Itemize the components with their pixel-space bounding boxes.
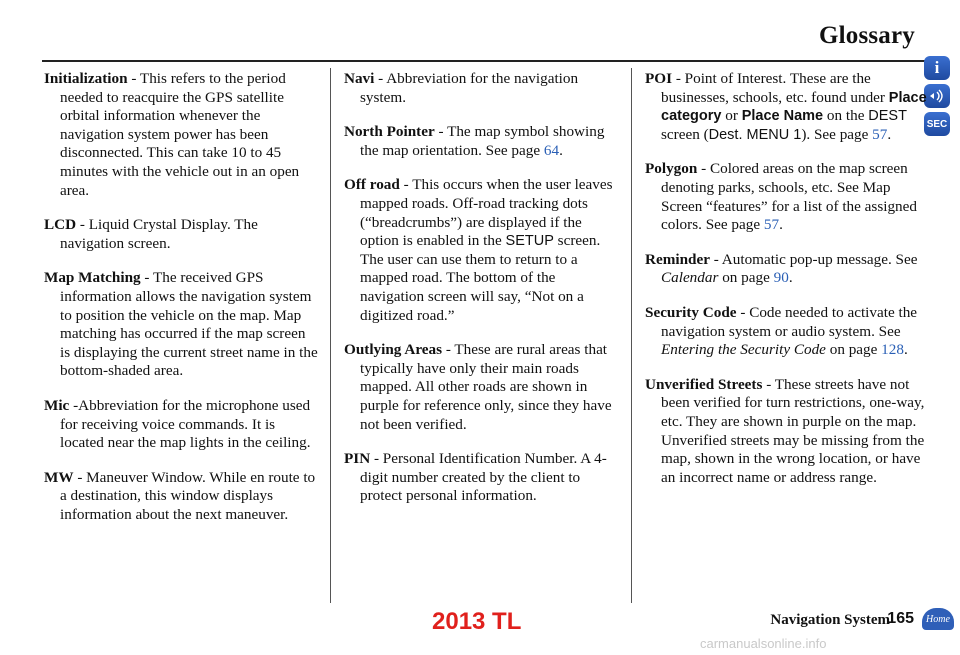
glossary-entry: POI - Point of Interest. These are the businesses, schools, etc. found under Place category or Place Name on the DEST screen (Dest. MENU 1). See page 57. [645, 70, 927, 143]
glossary-entry: Map Matching - The received GPS information allows the navigation system to position the vehicle on the map. Map matching has occurred if the map screen is displaying the current street name in the bottom-shaded area. [44, 269, 318, 380]
glossary-entry: PIN - Personal Identification Number. A 4-digit number created by the client to protect personal information. [344, 450, 607, 505]
page-link[interactable]: 128 [881, 341, 904, 359]
page-link[interactable]: 90 [773, 269, 789, 287]
column-divider [631, 68, 632, 603]
glossary-entry: MW - Maneuver Window. While en route to a destination, this window displays information about the next maneuver. [44, 468, 316, 523]
header-rule [42, 60, 926, 62]
watermark-model: 2013 TL [432, 608, 522, 635]
glossary-entry: North Pointer - The map symbol showing the map orientation. See page 64. [344, 123, 605, 159]
column-3 [645, 70, 930, 503]
page-number: 165 [887, 610, 914, 627]
glossary-entry: Reminder - Automatic pop-up message. See Calendar on page 90. [645, 250, 918, 287]
glossary-entry: LCD - Liquid Crystal Display. The navigation screen. [44, 216, 258, 252]
page-link[interactable]: 57 [872, 125, 888, 143]
glossary-entry: Initialization - This refers to the period needed to reacquire the GPS satellite orbital information whenever the navigation system power has been disconnected. This can take 10 to 45 minutes with the vehicle out in an open area. [44, 70, 300, 199]
glossary-entry: Security Code - Code needed to activate the navigation system or audio system. See Entering the Security Code on page 128. [645, 303, 918, 359]
column-1 [44, 70, 319, 540]
page-link[interactable]: 57 [763, 216, 780, 234]
glossary-entry: Outlying Areas - These are rural areas that typically have only their main roads mapped. All other roads are shown in purple for reference only, since they have not been verified. [344, 341, 612, 433]
glossary-entry: Mic -Abbreviation for the microphone used for receiving voice commands. It is located near the map lights in the ceiling. [44, 396, 311, 452]
glossary-entry: Unverified Streets - These streets have not been verified for turn restrictions, one-way, etc. They are shown in purple on the map. Unverified streets may be missing from the map, shown in the wrong location, or have an incorrect name or address range. [645, 375, 925, 486]
watermark-site: carmanualsonline.info [700, 636, 827, 651]
info-icon[interactable]: i [924, 56, 950, 80]
column-2 [344, 70, 622, 522]
glossary-entry: Navi - Abbreviation for the navigation system. [344, 70, 579, 106]
page-title: Glossary [818, 22, 915, 49]
glossary-entry: Off road - This occurs when the user leaves mapped roads. Off-road tracking dots (“breadcrumbs”) are displayed if the option is enabled in the SETUP screen. The user can use them to return to a mapped road. The bottom of the navigation screen will say, “Not on a digitized road.” [344, 176, 613, 324]
sec-icon[interactable]: SEC [924, 112, 950, 136]
column-divider [330, 68, 331, 603]
footer-label: Navigation System [770, 612, 890, 628]
home-icon[interactable]: Home [922, 608, 954, 630]
glossary-entry: Polygon - Colored areas on the map screen denoting parks, schools, etc. See Map Screen “features” for a list of the assigned colors. See page 57. [645, 160, 917, 234]
page-link[interactable]: 64 [543, 141, 560, 159]
